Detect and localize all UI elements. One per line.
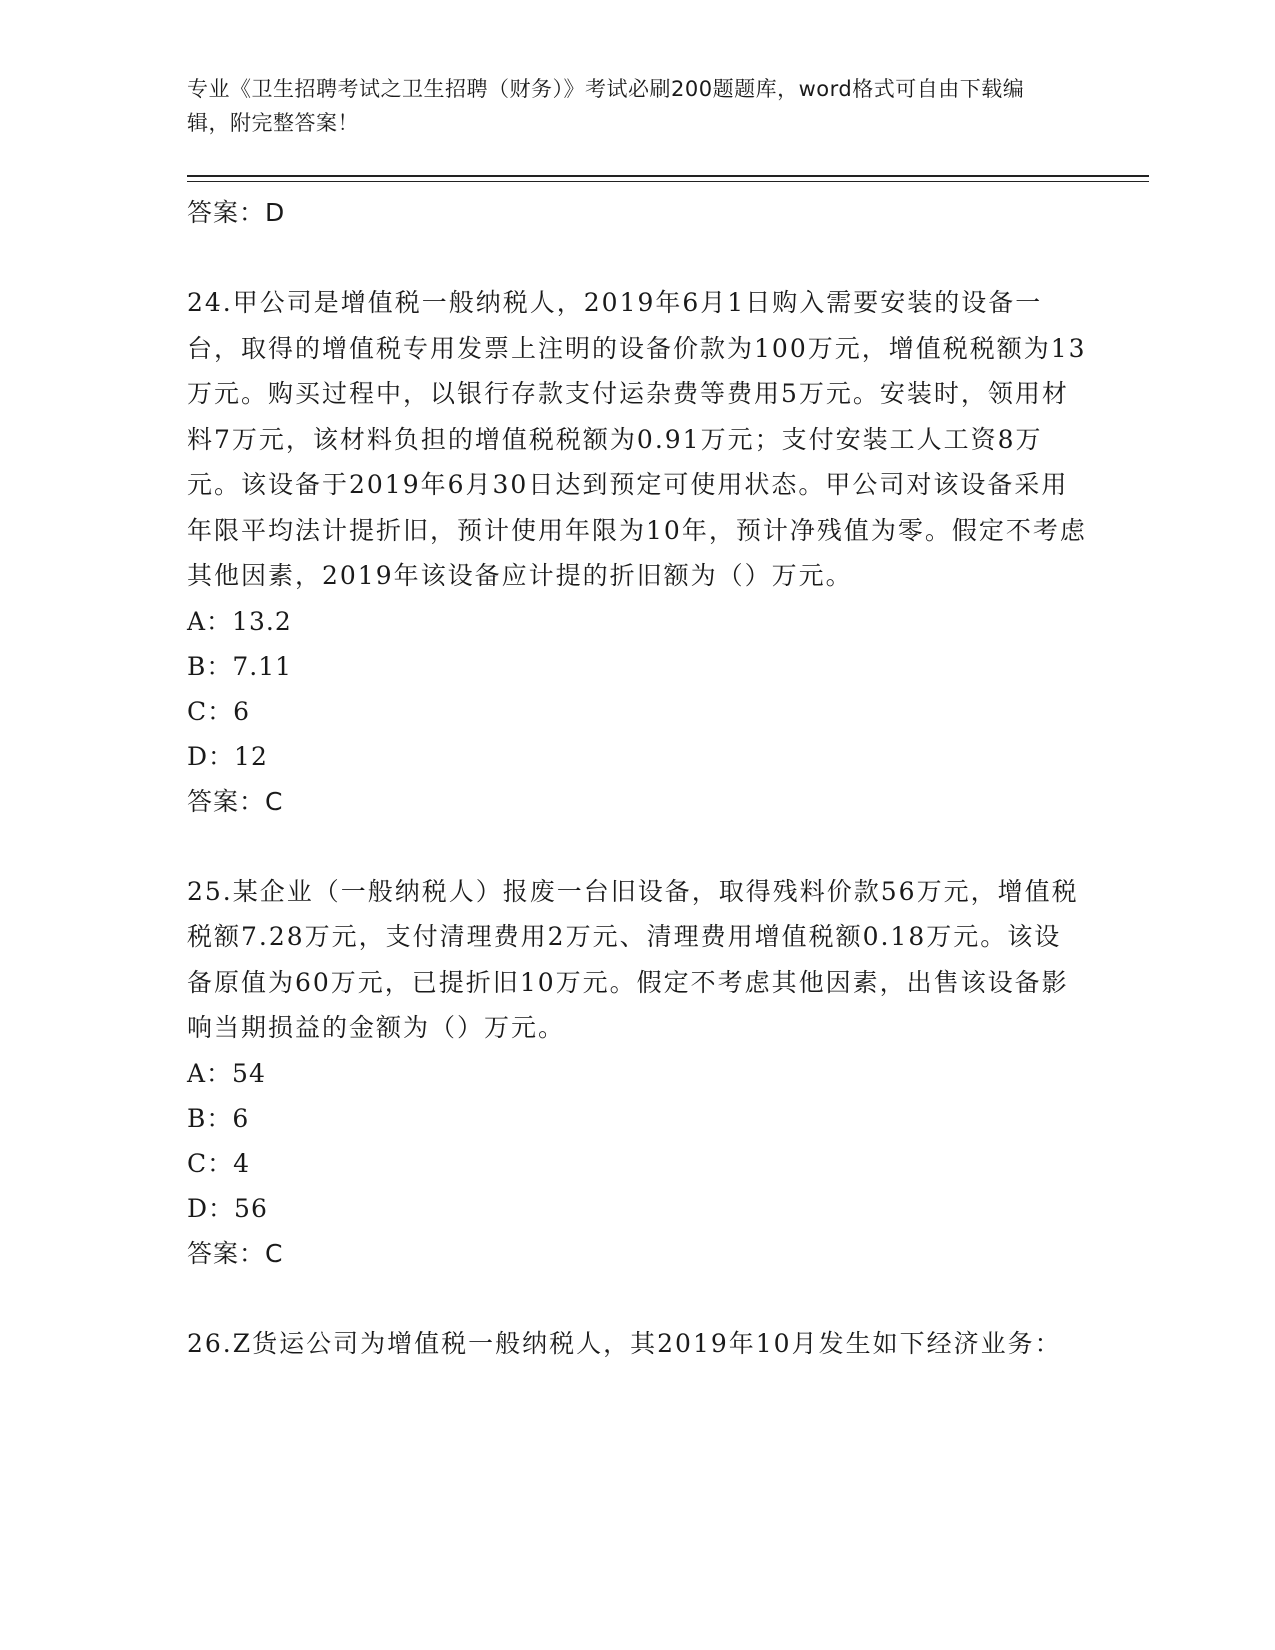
option-b: B：7.11 (187, 651, 293, 681)
option-a: A：54 (187, 1058, 266, 1088)
question-text: 24.甲公司是增值税一般纳税人，2019年6月1日购入需要安装的设备一台，取得的增值税专用发票上注明的设备价款为100万元，增值税税额为13万元。购买过程中，以银行存款支付运杂费等费用5万元。安装时，领用材料7万元，该材料负担的增值税税额为0.91万元；支付安装工人工资8万元。该设备于2019年6月30日达到预定可使用状态。甲公司对该设备采用年限平均法计提折旧，预计使用年限为10年，预计净残值为零。假定不考虑其他因素，2019年该设备应计提的折旧额为（）万元。 (187, 288, 1087, 590)
header-rule-thick (187, 175, 1149, 177)
option-a: A：13.2 (187, 606, 292, 636)
header-rule-thin (187, 181, 1149, 182)
question-text: 25.某企业（一般纳税人）报废一台旧设备，取得残料价款56万元，增值税税额7.28万元，支付清理费用2万元、清理费用增值税额0.18万元。该设备原值为60万元，已提折旧10万元。假定不考虑其他因素，出售该设备影响当期损益的金额为（）万元。 (187, 876, 1079, 1042)
option-b: B：6 (187, 1103, 250, 1133)
option-c: C：6 (187, 696, 251, 726)
option-d: D：12 (187, 741, 268, 771)
answer-label: 答案：C (187, 1238, 284, 1268)
document-header: 专业《卫生招聘考试之卫生招聘（财务）》考试必刷200题题库，word格式可自由下载编辑，附完整答案！ (187, 77, 1025, 135)
spacer (187, 236, 1087, 280)
spacer (187, 825, 1087, 869)
option-d: D：56 (187, 1193, 268, 1223)
document-body (187, 190, 1087, 1366)
answer-label: 答案：C (187, 786, 284, 816)
question-text: 26.Z货运公司为增值税一般纳税人，其2019年10月发生如下经济业务： (187, 1328, 1062, 1358)
answer-label: 答案：D (187, 198, 286, 227)
option-c: C：4 (187, 1148, 251, 1178)
spacer (187, 1277, 1087, 1321)
